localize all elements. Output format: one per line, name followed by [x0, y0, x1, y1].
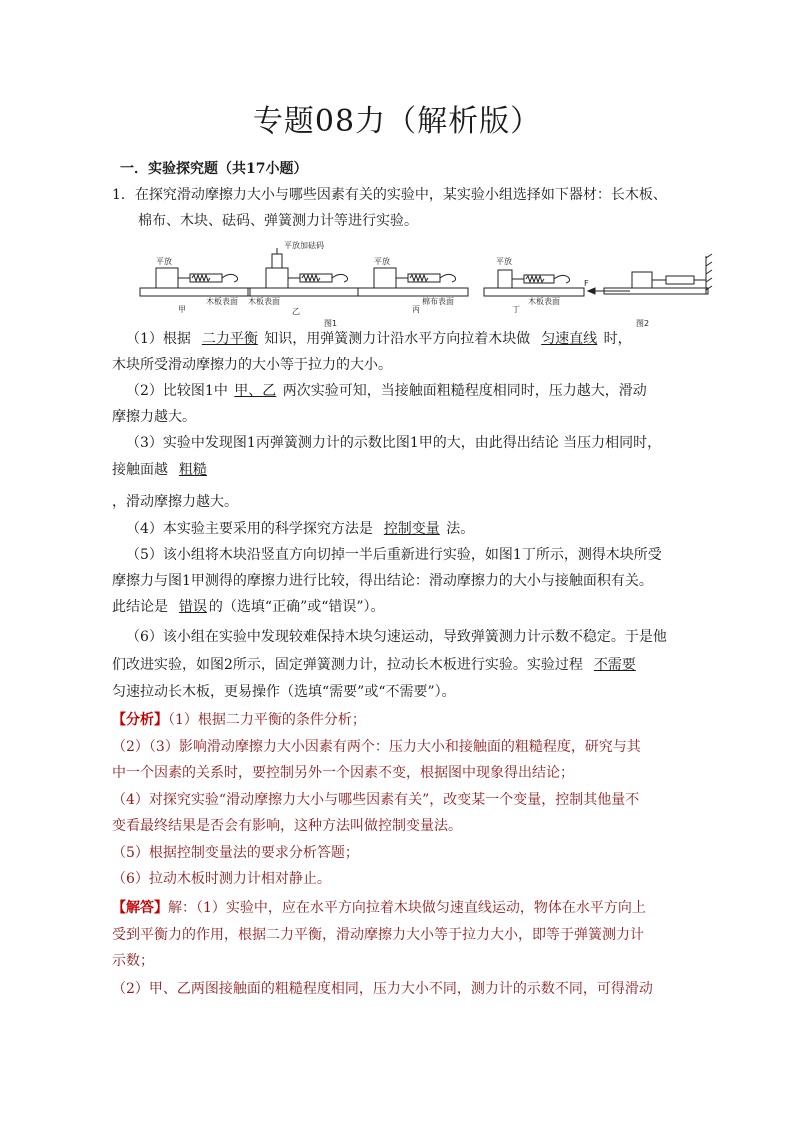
label-muban-ding: 木板表面 — [528, 297, 560, 306]
answer-5: 错误 — [178, 599, 207, 615]
analysis-tag: 【分析】 — [112, 712, 168, 728]
section-heading: 一．实验探究题（共17小题） — [120, 161, 308, 177]
answer-2: 甲、乙 — [234, 383, 277, 399]
figure-2-spring-scale — [666, 276, 694, 284]
sub-question-3: （3）实验中发现图1丙弹簧测力计的示数比图1甲的大，由此得出结论 当压力相同时， — [126, 435, 662, 451]
sub-question-3-line-2: 接触面越 粗糙 — [112, 462, 207, 478]
label-ding: 丁 — [512, 305, 520, 314]
sub-question-6-line-2: 们改进实验，如图2所示，固定弹簧测力计，拉动长木板进行实验。实验过程 不需要 — [112, 657, 636, 673]
figure-jia-block — [156, 268, 178, 288]
label-pingfang-fama: 平放加砝码 — [284, 241, 324, 250]
answer-3: 粗糙 — [178, 462, 207, 478]
analysis-line-6: （5）根据控制变量法的要求分析答题； — [112, 845, 359, 861]
answer-1a: 二力平衡 — [201, 331, 258, 347]
label-figure-2: 图2 — [636, 319, 650, 328]
answer-6: 不需要 — [593, 657, 636, 673]
page-title: 专题08力（解析版） — [252, 104, 542, 139]
question-stem-line-1: 1．在探究滑动摩擦力大小与哪些因素有关的实验中，某实验小组选择如下器材：长木板、 — [112, 187, 667, 203]
label-pingfang-jia: 平放 — [156, 257, 172, 266]
sub-question-2-line-2: 摩擦力越大。 — [112, 409, 196, 425]
sub-question-6: （6）该小组在实验中发现较难保持木块匀速运动，导致弹簧测力计示数不稳定。于是他 — [126, 629, 667, 645]
solution-line-2: 受到平衡力的作用，根据二力平衡，滑动摩擦力大小等于拉力大小，即等于弹簧测力计 — [112, 927, 644, 943]
sub-question-2: （2）比较图1中 甲、乙 两次实验可知，当接触面粗糙程度相同时，压力越大，滑动 — [126, 383, 647, 399]
sub-question-6-line-3: 匀速拉动长木板，更易操作（选填“需要”或“不需要”）。 — [112, 684, 456, 700]
sub-question-5: （5）该小组将木块沿竖直方向切掉一半后重新进行实验，如图1丁所示，测得木块所受 — [126, 547, 662, 563]
figure-2-block — [632, 272, 652, 288]
solution-line-3: 示数； — [112, 953, 154, 969]
figure-jia-board — [140, 288, 250, 296]
figure-yi-block — [266, 268, 288, 288]
analysis-line-5: 变看最终结果是否会有影响，这种方法叫做控制变量法。 — [112, 818, 462, 834]
question-stem-line-2: 棉布、木块、砝码、弹簧测力计等进行实验。 — [138, 213, 418, 229]
label-muban-yi: 木板表面 — [248, 297, 280, 306]
label-pingfang-bing: 平放 — [374, 257, 390, 266]
figure-bing-board — [358, 288, 468, 296]
sub-question-4: （4）本实验主要采用的科学探究方法是 控制变量 法。 — [126, 521, 475, 537]
solution-tag: 【解答】 — [112, 900, 168, 916]
figure-yi-board — [248, 288, 358, 296]
analysis-line-4: （4）对探究实验“滑动摩擦力大小与哪些因素有关”，改变某一个变量，控制其他量不 — [112, 792, 640, 808]
sub-question-1-line-2: 木块所受滑动摩擦力的大小等于拉力的大小。 — [112, 357, 392, 373]
sub-question-5-line-3: 此结论是 错误 的（选填“正确”或“错误”）。 — [112, 599, 385, 615]
label-pingfang-ding: 平放 — [496, 257, 512, 266]
analysis-line-3: 中一个因素的关系时，要控制另外一个因素不变，根据图中现象得出结论； — [112, 765, 574, 781]
answer-4: 控制变量 — [383, 521, 440, 537]
label-figure-1: 图1 — [324, 319, 338, 328]
figure-ding-board — [484, 288, 584, 296]
label-muban-jia: 木板表面 — [206, 297, 238, 306]
figure-bing-block — [374, 268, 396, 288]
figure-yi-weight — [272, 254, 282, 268]
answer-1b: 匀速直线 — [541, 331, 598, 347]
analysis-line-2: （2）（3）影响滑动摩擦力大小因素有两个：压力大小和接触面的粗糙程度，研究与其 — [112, 739, 641, 755]
solution-line-4: （2）甲、乙两图接触面的粗糙程度相同，压力大小不同，测力计的示数不同，可得滑动 — [112, 981, 653, 997]
sub-question-5-line-2: 摩擦力与图1甲测得的摩擦力进行比较，得出结论：滑动摩擦力的大小与接触面积有关。 — [112, 573, 653, 589]
label-force-f: F — [584, 279, 589, 288]
label-yi: 乙 — [292, 307, 300, 316]
sub-question-3-line-3: ，滑动摩擦力越大。 — [112, 494, 238, 510]
label-bing: 丙 — [412, 305, 420, 314]
label-mianbu-bing: 棉布表面 — [422, 297, 454, 306]
experiment-figure — [136, 238, 716, 330]
solution-line-1: 【解答】解：（1）实验中，应在水平方向拉着木块做匀速直线运动，物体在水平方向上 — [112, 900, 646, 916]
analysis-line-7: （6）拉动木板时测力计相对静止。 — [112, 871, 331, 887]
analysis-line-1: 【分析】（1）根据二力平衡的条件分析； — [112, 712, 366, 728]
figure-ding-block — [498, 270, 512, 288]
sub-question-1: （1）根据 二力平衡 知识，用弹簧测力计沿水平方向拉着木块做 匀速直线 时， — [126, 331, 632, 347]
label-jia: 甲 — [178, 305, 186, 314]
